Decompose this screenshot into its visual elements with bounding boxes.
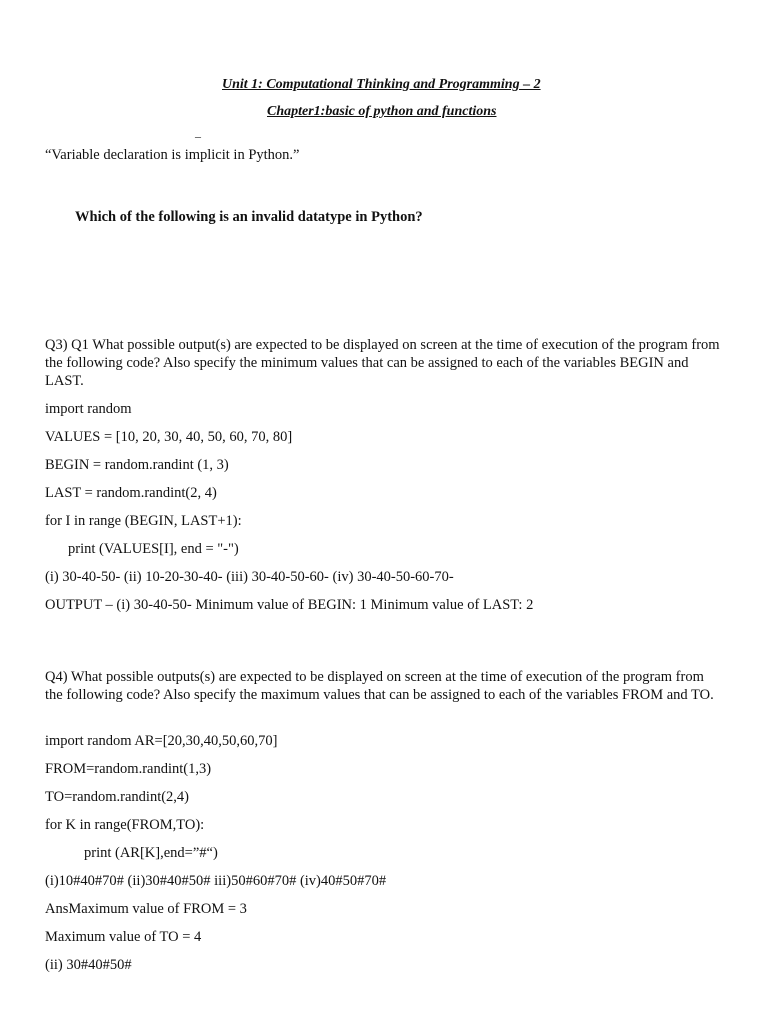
q4-code-line: FROM=random.randint(1,3)	[45, 761, 212, 777]
q4-options: (i)10#40#70# (ii)30#40#50# iii)50#60#70# (iv)40#50#70#	[45, 873, 387, 889]
intro-question: Which of the following is an invalid datatype in Python?	[75, 209, 423, 225]
stray-dash: –	[195, 129, 201, 143]
q4-answer-option: (ii) 30#40#50#	[45, 957, 132, 973]
q4-code-line: import random AR=[20,30,40,50,60,70]	[45, 733, 278, 749]
q3-output: OUTPUT – (i) 30-40-50- Minimum value of BEGIN: 1 Minimum value of LAST: 2	[45, 597, 534, 613]
q4-answer-from: AnsMaximum value of FROM = 3	[45, 901, 247, 917]
q3-prompt: Q3) Q1 What possible output(s) are expected to be displayed on screen at the time of execution of the program from the following code? Also specify the minimum values that can be assigned to each of the variables BEGIN and LAST.	[45, 337, 720, 389]
q3-code-line: print (VALUES[I], end = "-")	[68, 541, 239, 557]
q4-answer-to: Maximum value of TO = 4	[45, 929, 202, 945]
q4-code-line: print (AR[K],end=”#“)	[84, 845, 218, 861]
unit-title: Unit 1: Computational Thinking and Programming – 2	[222, 77, 541, 92]
q3-code-line: import random	[45, 401, 132, 417]
q3-code-line: LAST = random.randint(2, 4)	[45, 485, 217, 501]
q3-code-line: for I in range (BEGIN, LAST+1):	[45, 513, 242, 529]
q3-code-line: VALUES = [10, 20, 30, 40, 50, 60, 70, 80]	[45, 429, 293, 445]
q3-options: (i) 30-40-50- (ii) 10-20-30-40- (iii) 30-40-50-60- (iv) 30-40-50-60-70-	[45, 569, 454, 585]
q4-code-line: TO=random.randint(2,4)	[45, 789, 190, 805]
q3-code-line: BEGIN = random.randint (1, 3)	[45, 457, 229, 473]
q4-code-line: for K in range(FROM,TO):	[45, 817, 205, 833]
q4-prompt: Q4) What possible outputs(s) are expected to be displayed on screen at the time of execution of the program from the following code? Also specify the maximum values that can be assigned to each of the variables FROM and TO.	[45, 669, 714, 703]
chapter-title: Chapter1:basic of python and functions	[267, 104, 497, 119]
intro-statement: “Variable declaration is implicit in Python.”	[45, 147, 300, 163]
